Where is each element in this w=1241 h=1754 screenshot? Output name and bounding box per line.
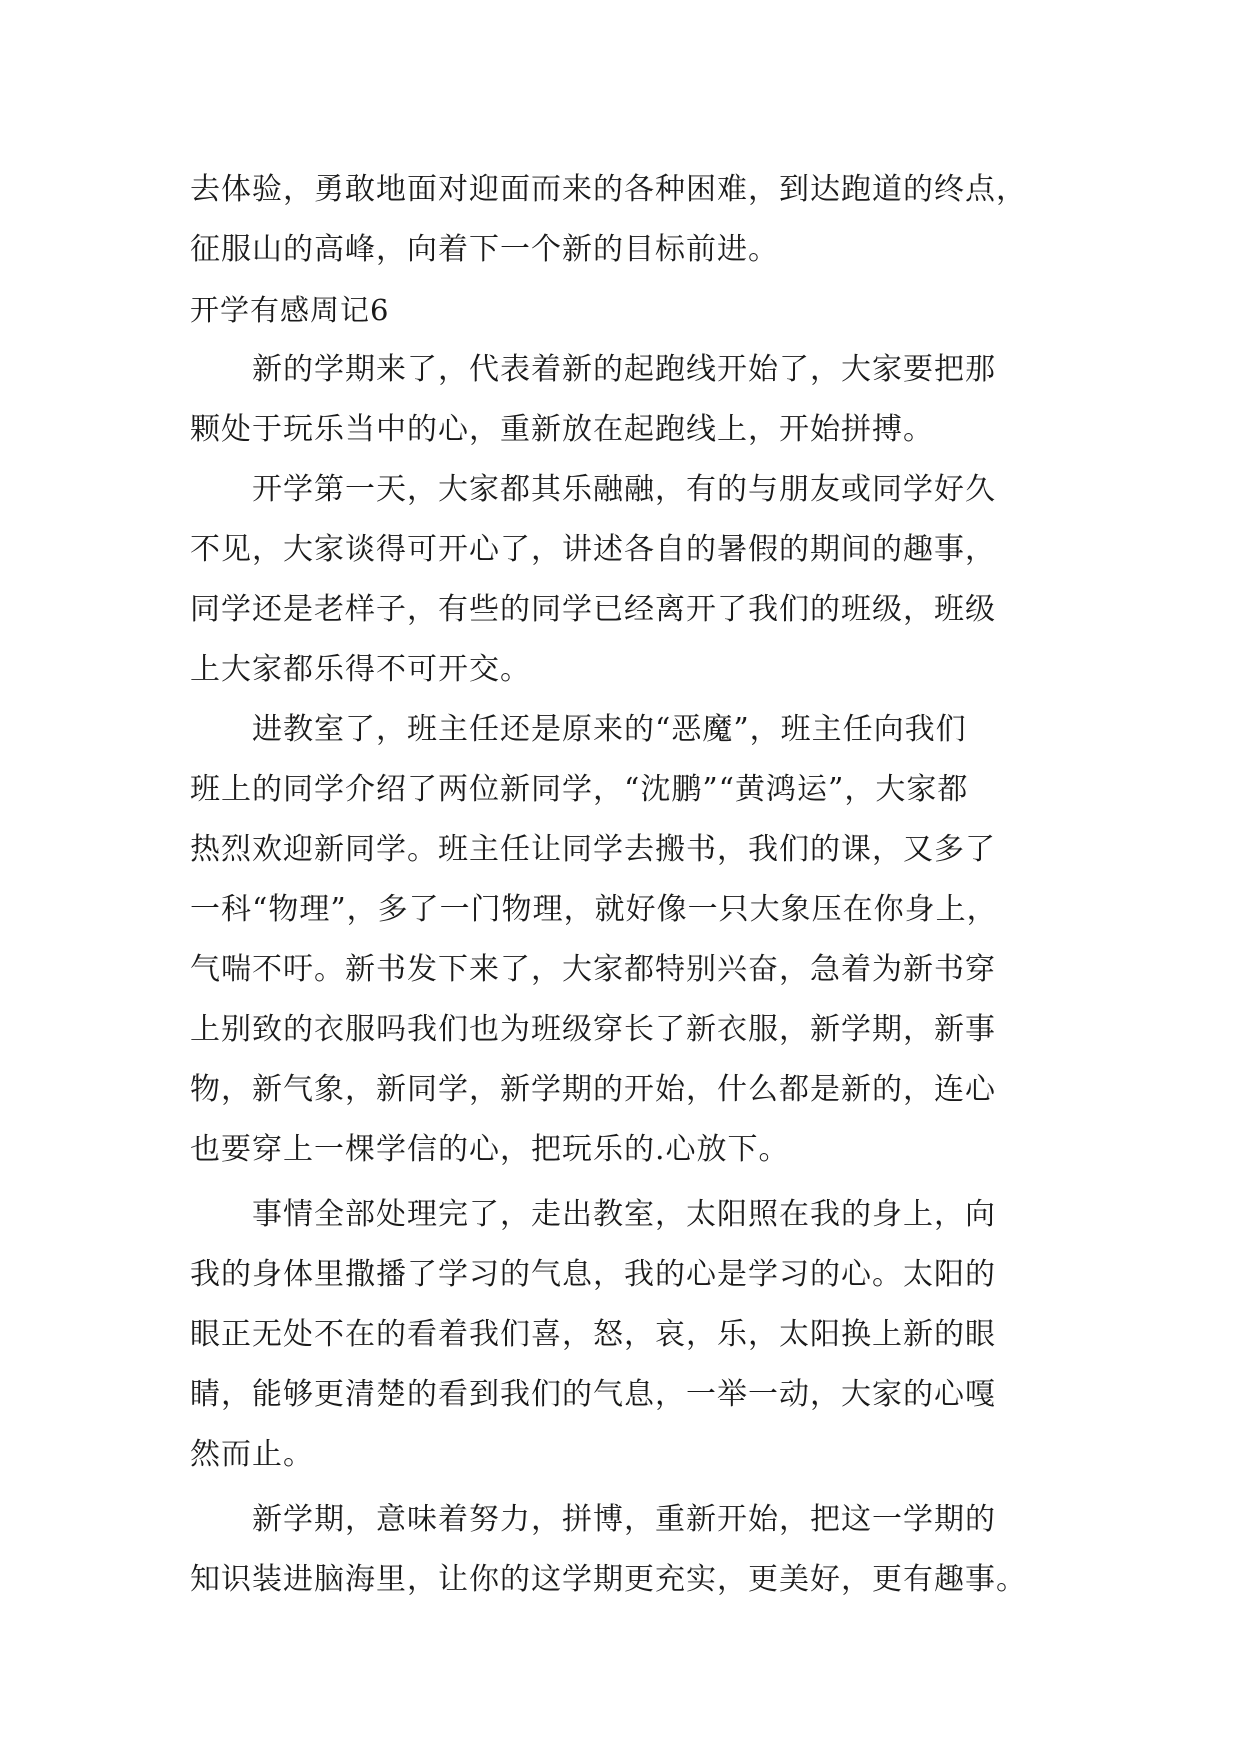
paragraph: [190, 1490, 1070, 1610]
text-line: 眼正无处不在的看着我们喜，怒，哀，乐，太阳换上新的眼: [190, 1317, 996, 1352]
text-line: 事情全部处理完了，走出教室，太阳照在我的身上，向: [252, 1197, 996, 1232]
text-line: 同学还是老样子，有些的同学已经离开了我们的班级，班级: [190, 592, 996, 627]
text-line: 也要穿上一棵学信的心，把玩乐的.心放下。: [190, 1132, 790, 1167]
text-line: 开学第一天，大家都其乐融融，有的与朋友或同学好久: [252, 472, 996, 507]
text-line: 上别致的衣服吗我们也为班级穿长了新衣服，新学期，新事: [190, 1012, 996, 1047]
text-line: 不见，大家谈得可开心了，讲述各自的暑假的期间的趣事，: [190, 532, 996, 567]
text-line: 上大家都乐得不可开交。: [190, 652, 531, 687]
text-line: 然而止。: [190, 1437, 314, 1472]
intro-paragraph: [190, 160, 1070, 280]
text-line: 知识装进脑海里，让你的这学期更充实，更美好，更有趣事。: [190, 1562, 1027, 1597]
text-line: 新学期，意味着努力，拼博，重新开始，把这一学期的: [252, 1502, 996, 1537]
section-heading: 开学有感周记6: [190, 293, 390, 327]
text-line: 新的学期来了，代表着新的起跑线开始了，大家要把那: [252, 352, 996, 387]
text-line: 去体验，勇敢地面对迎面而来的各种困难，到达跑道的终点，: [190, 172, 1027, 207]
text-line: 班上的同学介绍了两位新同学，“沈鹏”“黄鸿运”，大家都: [190, 772, 969, 807]
document-body: [190, 160, 1070, 1610]
text-line: 颗处于玩乐当中的心，重新放在起跑线上，开始拼搏。: [190, 412, 934, 447]
text-line: 物，新气象，新同学，新学期的开始，什么都是新的，连心: [190, 1072, 996, 1107]
text-line: 进教室了，班主任还是原来的“恶魔”，班主任向我们: [252, 712, 967, 747]
paragraph: [190, 460, 1070, 700]
paragraph: [190, 340, 1070, 460]
text-line: 我的身体里撒播了学习的气息，我的心是学习的心。太阳的: [190, 1257, 996, 1292]
paragraph: [190, 700, 1070, 1180]
text-line: 一科“物理”，多了一门物理，就好像一只大象压在你身上，: [190, 892, 998, 927]
paragraph: [190, 1185, 1070, 1485]
text-line: 征服山的高峰，向着下一个新的目标前进。: [190, 232, 779, 267]
text-line: 气喘不吁。新书发下来了，大家都特别兴奋，急着为新书穿: [190, 952, 996, 987]
text-line: 睛，能够更清楚的看到我们的气息，一举一动，大家的心嘎: [190, 1377, 996, 1412]
text-line: 热烈欢迎新同学。班主任让同学去搬书，我们的课，又多了: [190, 832, 996, 867]
